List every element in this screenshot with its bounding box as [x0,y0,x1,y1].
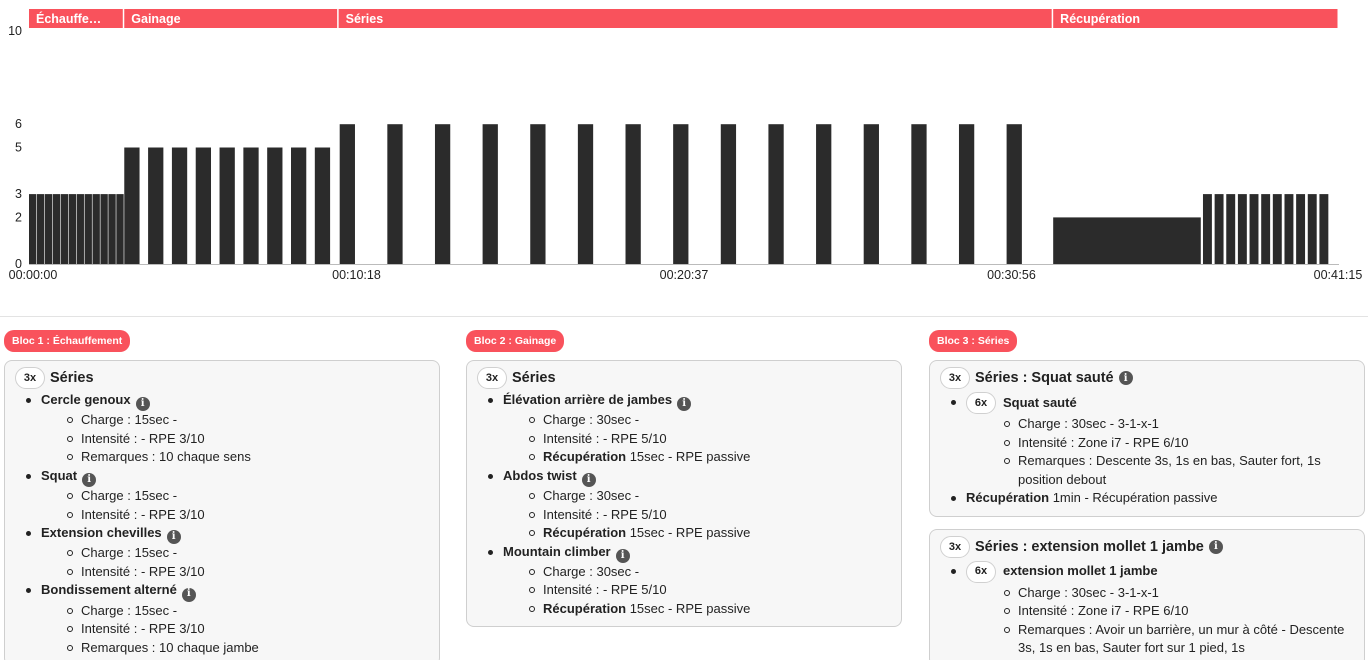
detail-key: Récupération [543,525,627,540]
exercise-header [966,560,1354,584]
chart-bar [267,148,282,265]
chart-bar [291,148,306,265]
chart-bar [315,148,330,265]
chart-bar [1226,194,1235,264]
card-title: Séries : extension mollet 1 jambe [975,538,1204,555]
detail-item [543,600,891,619]
detail-text: Intensité : - RPE 3/10 [81,506,205,522]
detail-item [81,448,429,467]
section-divider [0,316,1368,317]
detail-text: 15sec - RPE passive [626,449,751,465]
recovery-item [966,489,1354,508]
chart-bar [1250,194,1259,264]
chart-bar [626,124,641,264]
y-tick-label: 2 [15,210,22,225]
detail-item [81,602,429,621]
chart-bar [53,194,60,264]
chart-bar [530,124,545,264]
chart-bar [196,148,211,265]
chart-bar [435,124,450,264]
exercise-item [966,391,1354,489]
chart-bar [93,194,100,264]
chart-bar [220,148,235,265]
detail-item [81,563,429,582]
exercise-details [41,544,429,581]
card-header [940,367,1354,389]
chart-bar [45,194,52,264]
repetition-badge: 3x [940,367,970,389]
exercise-name: Élévation arrière de jambes [503,392,673,407]
block-badge[interactable]: Bloc 2 : Gainage [466,330,564,352]
exercise-item [503,543,891,619]
info-icon[interactable]: i [1209,540,1223,554]
chart-bar [1273,194,1282,264]
detail-item [543,411,891,430]
exercise-details [41,487,429,524]
block-badge[interactable]: Bloc 1 : Échauffement [4,330,130,352]
exercise-header [966,391,1354,415]
exercise-name: Squat sauté [1003,394,1077,410]
detail-text: Charge : 30sec - [543,488,640,503]
info-icon[interactable]: i [616,549,630,563]
exercise-name: extension mollet 1 jambe [1003,563,1158,579]
detail-text: Remarques : Avoir un barrière, un mur à côté - Descente 3s, 1s en bas, Sauter fort sur 1 pied, 1s [1018,621,1345,655]
detail-item [81,411,429,430]
detail-text: Charge : 15sec - [81,488,178,503]
detail-text: Intensité : - RPE 3/10 [81,563,205,579]
y-tick-label: 5 [15,140,22,155]
chart-bar [1284,194,1293,264]
detail-text: Intensité : Zone i7 - RPE 6/10 [1018,434,1189,450]
chart-bar [864,124,879,264]
exercise-item [41,581,429,657]
chart-bar [721,124,736,264]
exercise-details [503,487,891,543]
exercise-details [41,602,429,658]
detail-text: Remarques : Descente 3s, 1s en bas, Sauter fort, 1s position debout [1018,453,1321,487]
detail-text: Intensité : - RPE 5/10 [543,582,667,598]
info-icon[interactable]: i [167,530,181,544]
chart-bar [108,194,115,264]
chart-bar [959,124,974,264]
detail-text: Charge : 30sec - [543,563,640,579]
series-card [929,360,1365,517]
detail-text: Charge : 30sec - [543,412,640,428]
exercise-item [41,467,429,524]
detail-item [543,430,891,449]
chart-bar [1053,217,1201,264]
series-card [4,360,440,660]
info-icon[interactable]: i [182,588,196,602]
exercise-details [503,411,891,467]
detail-item [543,581,891,600]
chart-bar [1203,194,1212,264]
y-tick-label: 0 [15,257,22,271]
segment-label: Échauffe… [36,12,102,26]
detail-item [543,506,891,525]
series-card [929,529,1365,660]
exercise-item [41,524,429,581]
info-icon[interactable]: i [677,397,691,411]
segment-bar [339,9,1052,28]
card-title: Séries [512,370,556,386]
detail-text: 15sec - RPE passive [626,600,751,616]
chart-bar [172,148,187,265]
detail-item [81,544,429,563]
chart-bar [911,124,926,264]
x-tick-label: 00:10:18 [332,268,381,282]
detail-text: Charge : 15sec - [81,545,178,561]
block-column [4,330,440,660]
detail-text: Intensité : - RPE 5/10 [543,506,667,522]
chart-bar [116,194,123,264]
segment-label: Gainage [131,12,181,26]
card-header [940,536,1354,558]
detail-item [1018,452,1354,489]
chart-bar [77,194,84,264]
repetition-badge: 3x [15,367,45,389]
exercise-name: Mountain climber [503,543,611,559]
exercise-details [966,584,1354,658]
exercise-list [940,560,1354,658]
chart-bar [29,194,36,264]
exercise-item [503,467,891,543]
detail-item [1018,621,1354,658]
chart-bar [61,194,68,264]
detail-text: Charge : 30sec - 3-1-x-1 [1018,416,1159,431]
card-title: Séries [50,370,94,386]
detail-text: Remarques : 10 chaque sens [81,449,251,465]
card-header [477,367,891,389]
segment-label: Récupération [1060,12,1141,26]
chart-bar [1238,194,1247,264]
block-column [929,330,1365,660]
info-icon[interactable]: i [136,397,150,411]
detail-item [81,487,429,506]
recovery-text: 1min - Récupération passive [1049,490,1218,505]
chart-bar [483,124,498,264]
repetition-badge: 6x [966,392,996,414]
exercise-item [41,391,429,467]
detail-text: 15sec - RPE passive [626,525,751,540]
exercise-list [940,391,1354,508]
detail-item [81,506,429,525]
workout-chart [0,0,1368,290]
exercise-details [503,563,891,619]
exercise-item [503,391,891,467]
chart-bar [1007,124,1022,264]
detail-text: Charge : 15sec - [81,412,178,428]
y-tick-label: 6 [15,117,22,132]
exercise-details [966,415,1354,489]
chart-bar [1215,194,1224,264]
chart-bar [578,124,593,264]
chart-bar [768,124,783,264]
detail-text: Intensité : - RPE 5/10 [543,430,667,446]
info-icon[interactable]: i [1119,371,1133,385]
exercise-name: Abdos twist [503,467,577,483]
exercise-name: Extension chevilles [41,525,162,540]
detail-text: Intensité : - RPE 3/10 [81,621,205,636]
detail-item [81,430,429,449]
block-badge[interactable]: Bloc 3 : Séries [929,330,1017,352]
detail-text: Intensité : - RPE 3/10 [81,430,205,446]
chart-bar [816,124,831,264]
y-tick-label: 10 [8,24,22,38]
chart-bar [673,124,688,264]
exercise-name: Cercle genoux [41,392,131,407]
detail-item [81,620,429,639]
chart-bar [1308,194,1317,264]
chart-bar [69,194,76,264]
y-tick-label: 3 [15,187,22,202]
chart-bar [1296,194,1305,264]
series-card [466,360,902,627]
exercise-details [41,411,429,467]
detail-key: Récupération [543,449,627,465]
x-tick-label: 00:41:15 [1313,268,1363,282]
detail-item [1018,415,1354,434]
chart-bar [148,148,163,265]
workout-chart-svg [0,0,1368,290]
repetition-badge: 6x [966,561,996,583]
detail-item [543,524,891,543]
detail-key: Récupération [543,600,627,616]
detail-item [1018,584,1354,603]
card-header [15,367,429,389]
exercise-item [966,560,1354,658]
repetition-badge: 3x [940,536,970,558]
detail-text: Remarques : 10 chaque jambe [81,639,259,655]
exercise-name: Bondissement alterné [41,582,177,598]
info-icon[interactable]: i [582,473,596,487]
recovery-key: Récupération [966,490,1050,505]
detail-item [81,639,429,658]
chart-bar [1261,194,1270,264]
chart-bar [1319,194,1328,264]
detail-text: Charge : 15sec - [81,602,178,618]
x-tick-label: 00:30:56 [987,268,1036,282]
detail-item [1018,434,1354,453]
segment-label: Séries [345,12,384,26]
chart-bar [85,194,92,264]
block-column [466,330,902,627]
chart-bar [243,148,258,265]
chart-bar [100,194,107,264]
detail-item [543,487,891,506]
chart-bar [340,124,355,264]
detail-item [543,448,891,467]
x-tick-label: 00:00:00 [8,268,58,282]
exercise-list [15,391,429,657]
chart-bar [124,148,139,265]
repetition-badge: 3x [477,367,507,389]
chart-bar [387,124,402,264]
card-title: Séries : Squat sauté [975,370,1114,386]
detail-item [543,563,891,582]
detail-text: Charge : 30sec - 3-1-x-1 [1018,584,1159,600]
detail-text: Intensité : Zone i7 - RPE 6/10 [1018,603,1189,618]
detail-item [1018,602,1354,621]
exercise-list [477,391,891,618]
info-icon[interactable]: i [82,473,96,487]
x-tick-label: 00:20:37 [659,268,709,282]
exercise-name: Squat [41,467,78,483]
chart-bar [37,194,44,264]
